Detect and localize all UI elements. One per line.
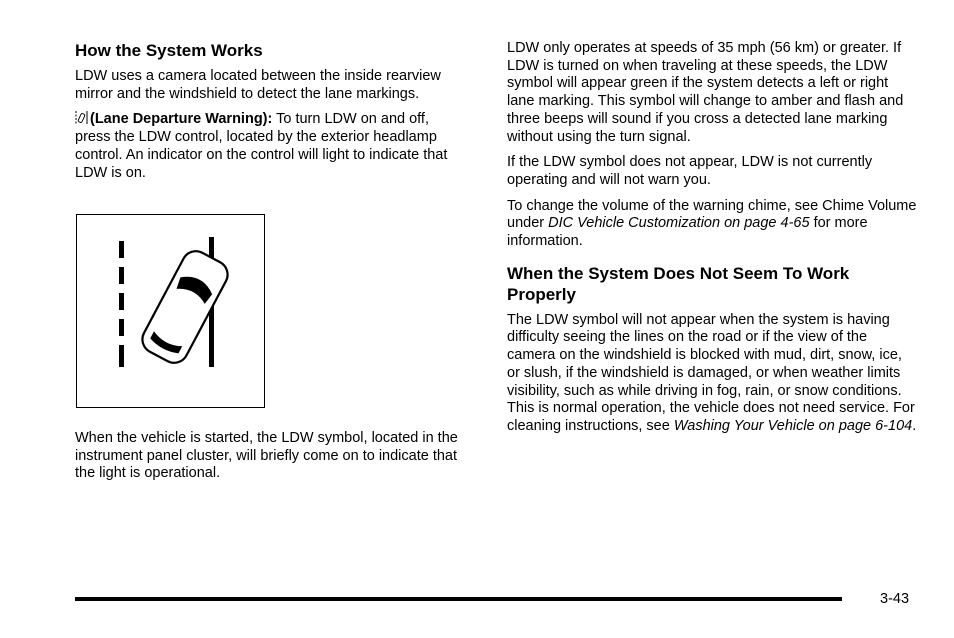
- ldw-symbol-illustration: [77, 215, 264, 407]
- ldw-symbol-figure: [76, 214, 265, 408]
- startup-indicator-note: [75, 430, 465, 491]
- paragraph-symbol-absent: If the LDW symbol does not appear, LDW is not currently operating and will not warn you.: [507, 154, 873, 188]
- paragraph-chime: To change the volume of the warning chime, see Chime Volume under DIC Vehicle Customization on page 4‑65 for more information.: [507, 197, 917, 250]
- paragraph-speed: LDW only operates at speeds of 35 mph (56 km) or greater. If LDW is turned on when traveling at these speeds, the LDW symbol will appear green if the system detects a left or right lane marking. This symbol will change to amber and flash and three beeps will sound if you cross a detected lane marking without using the turn signal.: [507, 40, 904, 145]
- term-lane-departure-warning: (Lane Departure Warning):: [90, 111, 273, 128]
- cross-reference-washing[interactable]: Washing Your Vehicle on page 6‑104: [673, 417, 913, 434]
- section-heading-how-system-works: How the System Works: [75, 41, 263, 60]
- cross-reference-dic[interactable]: DIC Vehicle Customization on page 4‑65: [548, 215, 810, 232]
- right-column: [507, 40, 917, 444]
- paragraph-camera: LDW uses a camera located between the inside rearview mirror and the windshield to detect the lane markings.: [75, 68, 441, 102]
- lane-departure-icon: [75, 110, 88, 125]
- page-number: 3-43: [880, 591, 910, 607]
- left-column: [75, 40, 465, 190]
- paragraph-not-working: The LDW symbol will not appear when the system is having difficulty seeing the lines on the road or if the view of the camera on the windshield is blocked with mud, dirt, snow, ice, or slush, if the windshield is damaged, or when weather limits visibility, such as while driving in fog, rain, or snow conditions. This is normal operation, the vehicle does not need service. For cleaning instructions, see Washing Your Vehicle on page 6‑104.: [507, 311, 917, 434]
- paragraph-startup: When the vehicle is started, the LDW symbol, located in the instrument panel cluster, will briefly come on to indicate that the light is operational.: [75, 430, 458, 482]
- footer-rule: [75, 597, 842, 601]
- paragraph-ldw-control: [75, 110, 465, 182]
- ldw-control-text: To turn LDW on and off, press the LDW control, located by the exterior headlamp control. An indicator on the control will light to indicate that LDW is on.: [75, 111, 448, 181]
- section-heading-not-working: When the System Does Not Seem To Work Properly: [507, 263, 850, 304]
